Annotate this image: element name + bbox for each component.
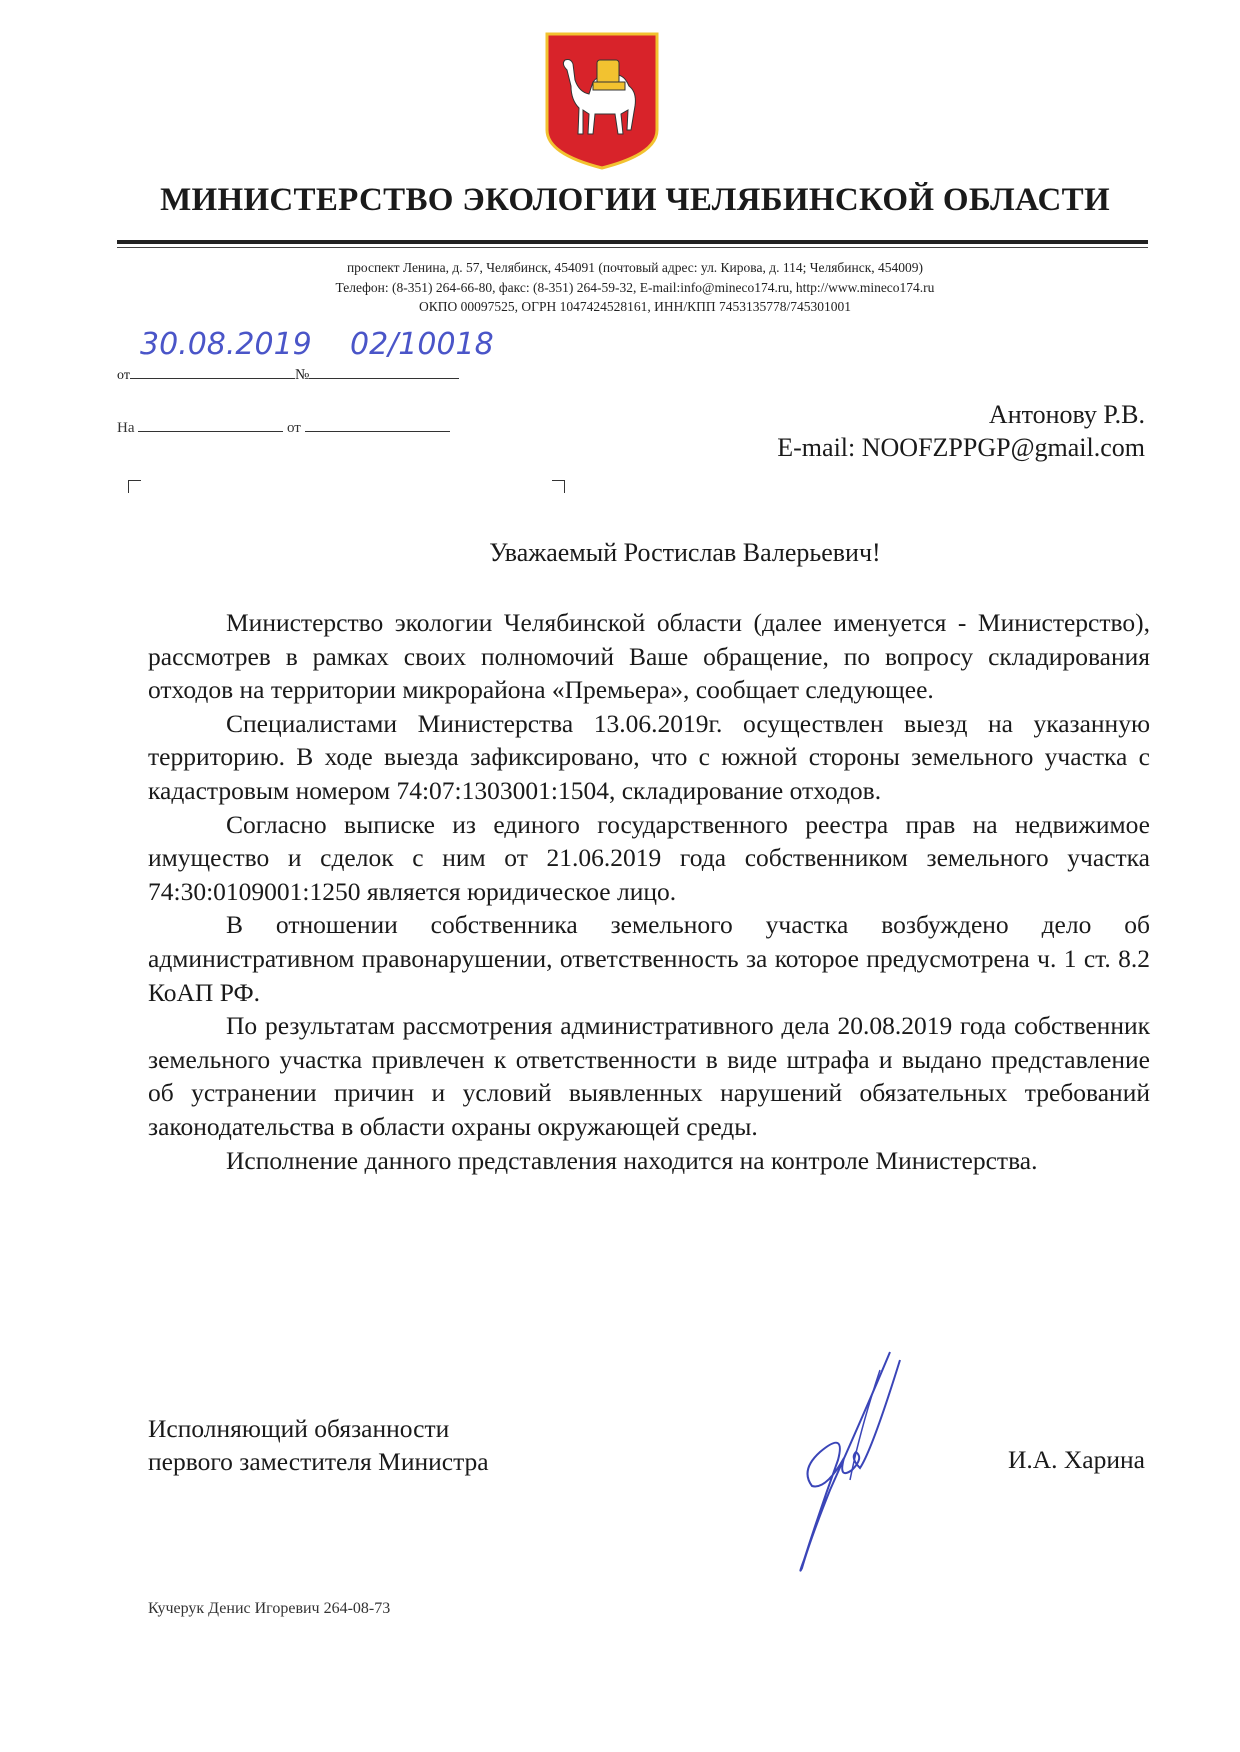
from-label: от xyxy=(117,368,130,383)
body-paragraph: Министерство экологии Челябинской области (далее именуется - Министерство), рассмотрев в рамках своих полномочий Ваше обращение, по вопросу складирования отходов на территории микрорайона «Премьера», сообщает следующее. xyxy=(148,608,1150,705)
reply-from-label: от xyxy=(287,420,301,436)
handwritten-date: 30.08.2019 xyxy=(140,327,312,362)
greeting: Уважаемый Ростислав Валерьевич! xyxy=(489,538,881,567)
header-divider xyxy=(117,240,1148,244)
signatory-name: И.А. Харина xyxy=(1007,1445,1145,1474)
body-paragraph: По результатам рассмотрения административного дела 20.08.2019 года собственник земельного участка привлечен к ответственности в виде штрафа и выдано представление об устранении причин и условий выявленных нарушений обязательных требований законодательства в области охраны окружающей среды. xyxy=(148,1011,1150,1141)
registry-codes-line: ОКПО 00097525, ОГРН 1047424528161, ИНН/КПП 7453135778/745301001 xyxy=(419,299,851,314)
body-paragraph: Специалистами Министерства 13.06.2019г. осуществлен выезд на указанную территорию. В ходе выезда зафиксировано, что с южной стороны земельного участка с кадастровым номером 74:07:1303001:1504, складирование отходов. xyxy=(148,708,1150,805)
corner-mark-right xyxy=(552,480,565,493)
number-label: № xyxy=(294,367,310,383)
role-line: Исполняющий обязанности xyxy=(148,1414,450,1443)
handwritten-number: 02/10018 xyxy=(350,327,494,362)
addressee xyxy=(777,398,1145,464)
signatory-role xyxy=(148,1412,489,1478)
handwritten-signature xyxy=(760,1340,910,1580)
outgoing-registration xyxy=(117,366,459,385)
address-line: проспект Ленина, д. 57, Челябинск, 454091 (почтовый адрес: ул. Кирова, д. 114; Челябинск, 454009) xyxy=(346,260,924,275)
addressee-email: E-mail: NOOFZPPGP@gmail.com xyxy=(777,433,1145,462)
body-paragraph: Исполнение данного представления находится на контроле Министерства. xyxy=(226,1145,1038,1175)
executor-contact: Кучерук Денис Игоревич 264-08-73 xyxy=(148,1600,391,1617)
reply-label: На xyxy=(117,420,135,436)
ministry-contacts xyxy=(0,258,1240,317)
ministry-title: МИНИСТЕРСТВО ЭКОЛОГИИ ЧЕЛЯБИНСКОЙ ОБЛАСТИ xyxy=(160,182,1110,218)
contacts-line: Телефон: (8-351) 264-66-80, факс: (8-351) 264-59-32, E-mail:info@mineco174.ru, http://www.mineco174.ru xyxy=(335,279,935,295)
reply-reference xyxy=(117,420,450,437)
coat-of-arms-emblem xyxy=(543,30,661,170)
header-divider-thin xyxy=(117,247,1148,248)
body-paragraph: Согласно выписке из единого государственного реестра прав на недвижимое имущество и сделок с ним от 21.06.2019 года собственником земельного участка 74:30:0109001:1250 является юридическое лицо. xyxy=(148,809,1150,906)
addressee-name: Антонову Р.В. xyxy=(988,400,1145,429)
role-line: первого заместителя Министра xyxy=(148,1447,489,1476)
body-paragraph: В отношении собственника земельного участка возбуждено дело об административном правонарушении, ответственность за которое предусмотрена ч. 1 ст. 8.2 КоАП РФ. xyxy=(148,910,1150,1007)
letter-body xyxy=(148,606,1150,1177)
corner-mark-left xyxy=(128,480,141,493)
